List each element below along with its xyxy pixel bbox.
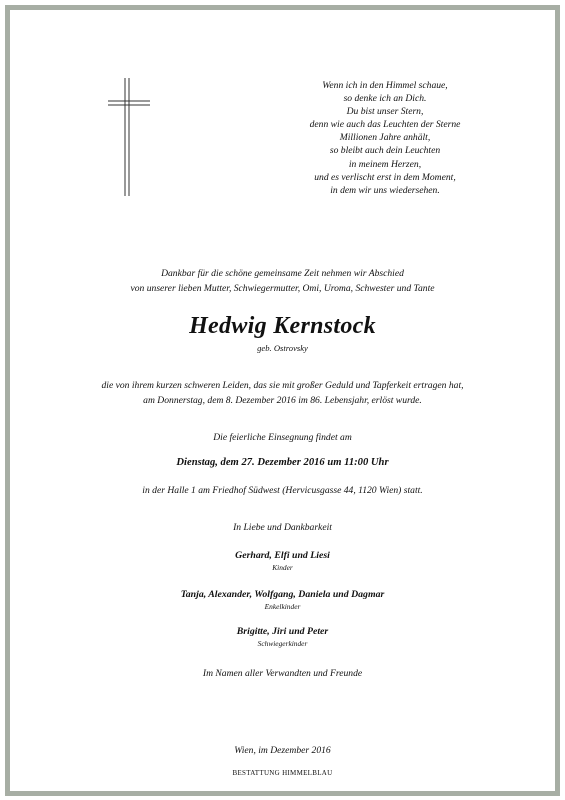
cross-icon <box>108 78 150 196</box>
mourner-group <box>0 626 565 648</box>
mourner-role: Kinder <box>272 563 293 572</box>
poem-line: und es verlischt erst in dem Moment, <box>314 171 456 183</box>
poem-line: in meinem Herzen, <box>348 158 422 170</box>
farewell-intro <box>0 266 565 296</box>
poem-line: Millionen Jahre anhält, <box>339 132 431 144</box>
farewell-intro-line: Dankbar für die schöne gemeinsame Zeit nehmen wir Abschied <box>161 268 404 279</box>
passing-text <box>0 378 565 408</box>
mourner-role: Schwiegerkinder <box>257 639 308 648</box>
ceremony-announcement: Die feierliche Einsegnung findet am <box>213 432 352 443</box>
mourner-names: Tanja, Alexander, Wolfgang, Daniela und Dagmar <box>180 589 385 600</box>
passing-text-line: am Donnerstag, dem 8. Dezember 2016 im 86. Lebensjahr, erlöst wurde. <box>143 395 422 406</box>
poem-line: denn wie auch das Leuchten der Sterne <box>309 119 461 131</box>
relatives-line: Im Namen aller Verwandten und Freunde <box>202 668 363 679</box>
ceremony-place: in der Halle 1 am Friedhof Südwest (Hervicusgasse 44, 1120 Wien) statt. <box>142 485 423 496</box>
farewell-intro-line: von unserer lieben Mutter, Schwiegermutter, Omi, Uroma, Schwester und Tante <box>130 283 435 294</box>
mourner-group <box>0 589 565 611</box>
mourner-role: Enkelkinder <box>264 602 301 611</box>
mourner-group <box>0 550 565 572</box>
mourner-names: Gerhard, Elfi und Liesi <box>235 550 330 561</box>
maiden-name: geb. Ostrovsky <box>257 343 308 353</box>
poem-line: so bleibt auch dein Leuchten <box>329 145 441 157</box>
undertaker-name: BESTATTUNG HIMMELBLAU <box>232 769 333 777</box>
poem-line: in dem wir uns wiedersehen. <box>330 184 440 196</box>
poem-line: Du bist unser Stern, <box>346 106 424 118</box>
place-date: Wien, im Dezember 2016 <box>234 745 331 756</box>
mourners-intro: In Liebe und Dankbarkeit <box>233 522 332 533</box>
mourner-names: Brigitte, Jiri und Peter <box>236 626 329 637</box>
ceremony-date: Dienstag, dem 27. Dezember 2016 um 11:00 Uhr <box>176 457 389 468</box>
poem-line: Wenn ich in den Himmel schaue, <box>322 80 448 91</box>
poem <box>280 79 490 197</box>
poem-line: so denke ich an Dich. <box>343 93 427 105</box>
passing-text-line: die von ihrem kurzen schweren Leiden, das sie mit großer Geduld und Tapferkeit ertragen hat, <box>101 380 464 391</box>
deceased-name: Hedwig Kernstock <box>189 313 376 339</box>
